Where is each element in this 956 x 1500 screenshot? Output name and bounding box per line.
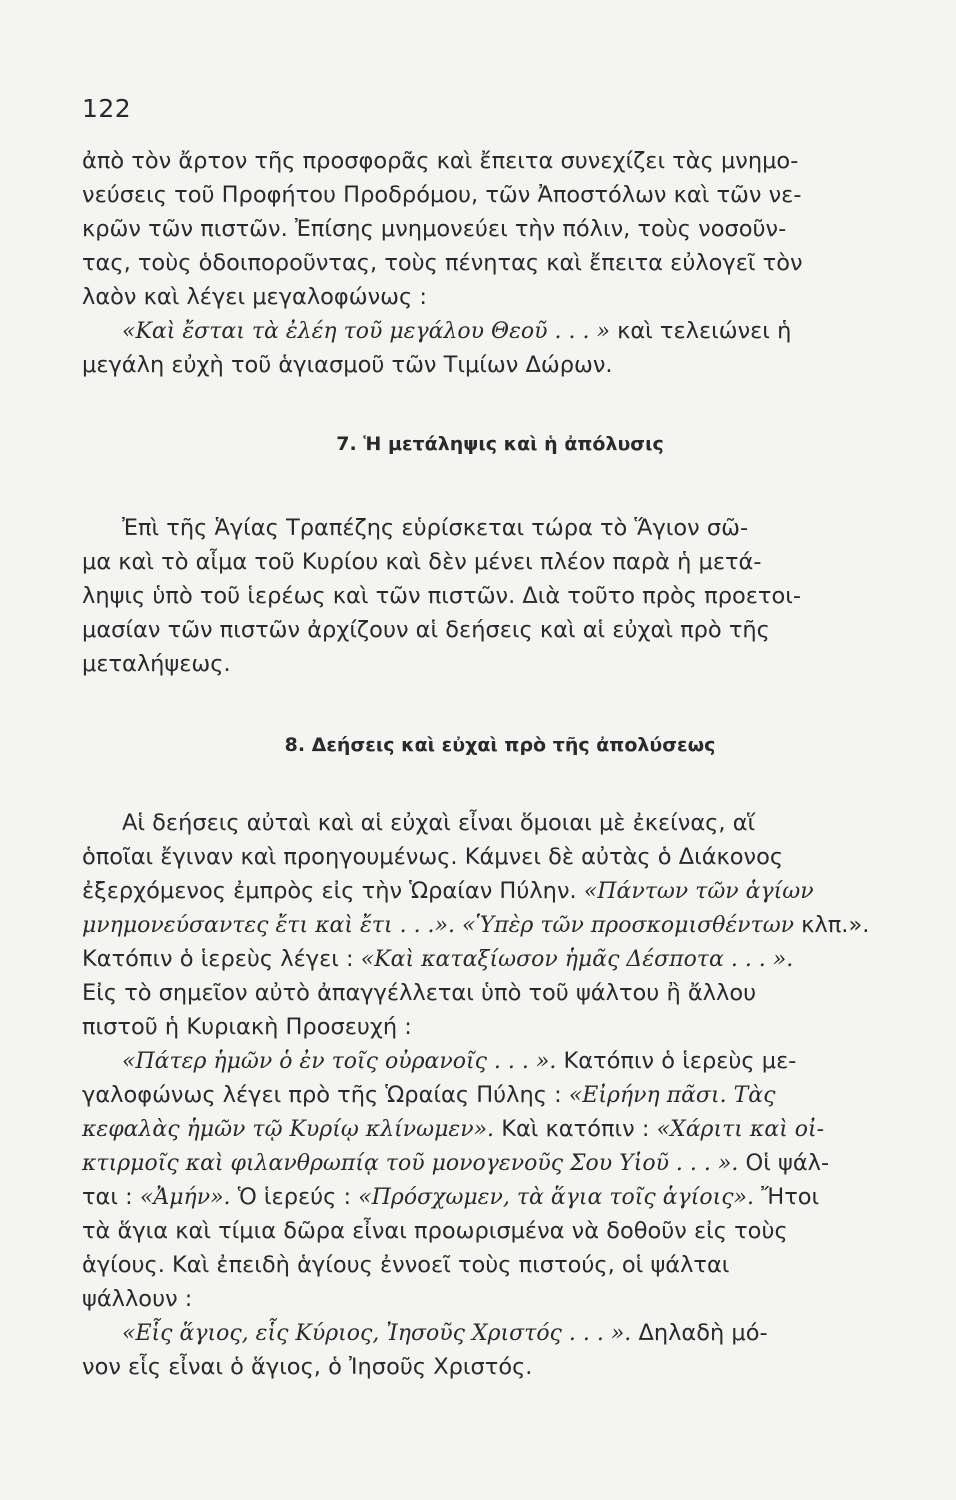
text-line: νεύσεις τοῦ Προφήτου Προδρόμου, τῶν Ἀποστόλων καὶ τῶν νε- <box>82 182 802 208</box>
text-line: Ἐπὶ τῆς Ἁγίας Τραπέζης εὑρίσκεται τώρα τὸ Ἅγιον σῶ- <box>122 515 749 541</box>
text-line <box>82 1182 896 1213</box>
quote-text: κεφαλὰς ἡμῶν τῷ Κυρίῳ κλίνωμεν». <box>82 1117 495 1142</box>
text-line: μεγάλη εὐχὴ τοῦ ἁγιασμοῦ τῶν Τιμίων Δώρων. <box>82 352 613 378</box>
text-line <box>122 1046 896 1077</box>
text-line: τας, τοὺς ὁδοιποροῦντας, τοὺς πένητας καὶ ἔπειτα εὐλογεῖ τὸν <box>82 250 803 276</box>
quote-text: κτιρμοῖς καὶ φιλανθρωπίᾳ τοῦ μονογενοῦς Σου Υἱοῦ . . . ». <box>82 1151 739 1176</box>
text-span: κλπ.». <box>794 912 870 938</box>
text-line: νον εἷς εἶναι ὁ ἅγιος, ὁ Ἰησοῦς Χριστός. <box>82 1354 533 1380</box>
page-number: 122 <box>82 94 132 123</box>
text-line: Αἱ δεήσεις αὐταὶ καὶ αἱ εὐχαὶ εἶναι ὅμοιαι μὲ ἐκείνας, αἵ <box>122 810 756 836</box>
text-line: μασίαν τῶν πιστῶν ἀρχίζουν αἱ δεήσεις καὶ αἱ εὐχαὶ πρὸ τῆς <box>82 617 770 643</box>
heading-text: 7. Ἡ μετάληψις καὶ ἡ ἀπόλυσις <box>336 433 664 455</box>
quote-text: «Καὶ ἔσται τὰ ἐλέη τοῦ μεγάλου Θεοῦ . . . » <box>122 319 610 344</box>
quote-text: μνημονεύσαντες ἔτι καὶ ἔτι . . .». «Ὑπὲρ τῶν προσκομισθέντων <box>82 913 795 938</box>
text-line: κρῶν τῶν πιστῶν. Ἐπίσης μνημονεύει τὴν πόλιν, τοὺς νοσοῦν- <box>82 216 787 242</box>
text-line: ἁγίους. Καὶ ἐπειδὴ ἁγίους ἐννοεῖ τοὺς πιστούς, οἱ ψάλται <box>82 1252 730 1278</box>
quote-text: «Χάριτι καὶ οἰ- <box>656 1117 825 1142</box>
text-line <box>82 1148 896 1179</box>
section-heading-8 <box>0 734 956 756</box>
text-line <box>122 1318 896 1349</box>
text-line: τὰ ἅγια καὶ τίμια δῶρα εἶναι προωρισμένα νὰ δοθοῦν εἰς τοὺς <box>82 1218 788 1244</box>
text-line: ληψις ὑπὸ τοῦ ἱερέως καὶ τῶν πιστῶν. Διὰ τοῦτο πρὸς προετοι- <box>82 583 801 609</box>
quote-text: «Πάντων τῶν ἁγίων <box>583 879 814 904</box>
text-line <box>122 316 896 347</box>
text-span: ἐξερχόμενος ἐμπρὸς εἰς τὴν Ὡραίαν Πύλην. <box>82 878 584 904</box>
quote-text: «Καὶ καταξίωσον ἡμᾶς Δέσποτα . . . ». <box>360 947 794 972</box>
text-line: ὁποῖαι ἔγιναν καὶ προηγουμένως. Κάμνει δὲ αὐτὰς ὁ Διάκονος <box>82 844 784 870</box>
quote-text: «Εἷς ἅγιος, εἷς Κύριος, Ἰησοῦς Χριστός . . . ». <box>122 1321 632 1346</box>
heading-text: 8. Δεήσεις καὶ εὐχαὶ πρὸ τῆς ἀπολύσεως <box>284 734 716 756</box>
text-line <box>82 1080 896 1111</box>
text-span: ται : <box>82 1184 140 1210</box>
text-line <box>82 910 896 941</box>
text-line: λαὸν καὶ λέγει μεγαλοφώνως : <box>82 284 427 310</box>
quote-text: «Πάτερ ἡμῶν ὁ ἐν τοῖς οὐρανοῖς . . . ». <box>122 1049 557 1074</box>
text-line: μεταλήψεως. <box>82 651 231 677</box>
text-span: Δηλαδὴ μό- <box>631 1320 768 1346</box>
text-span: Καὶ κατόπιν : <box>494 1116 657 1142</box>
quote-text: «Ἀμήν». <box>139 1185 231 1210</box>
text-span: Οἱ ψάλ- <box>738 1150 830 1176</box>
quote-text: «Πρόσχωμεν, τὰ ἅγια τοῖς ἁγίοις». <box>358 1185 754 1210</box>
text-line: ψάλλουν : <box>82 1286 193 1312</box>
section-heading-7 <box>0 433 956 455</box>
text-span: καὶ τελειώνει ἡ <box>609 318 792 344</box>
text-span: Ἤτοι <box>753 1184 820 1210</box>
text-span: Κατόπιν ὁ ἱερεὺς με- <box>556 1048 797 1074</box>
text-span: Κατόπιν ὁ ἱερεὺς λέγει : <box>82 946 361 972</box>
text-line: Εἰς τὸ σημεῖον αὐτὸ ἀπαγγέλλεται ὑπὸ τοῦ ψάλτου ἢ ἄλλου <box>82 980 757 1006</box>
text-line <box>82 1114 896 1145</box>
text-line <box>82 944 896 975</box>
quote-text: «Εἰρήνη πᾶσι. Τὰς <box>568 1083 776 1108</box>
text-line: ἀπὸ τὸν ἄρτον τῆς προσφορᾶς καὶ ἔπειτα συνεχίζει τὰς μνημο- <box>82 148 799 174</box>
text-span: Ὁ ἱερεύς : <box>230 1184 359 1210</box>
text-line <box>82 876 896 907</box>
text-line: πιστοῦ ἡ Κυριακὴ Προσευχή : <box>82 1014 412 1040</box>
text-line: μα καὶ τὸ αἷμα τοῦ Κυρίου καὶ δὲν μένει πλέον παρὰ ἡ μετά- <box>82 549 762 575</box>
text-span: γαλοφώνως λέγει πρὸ τῆς Ὡραίας Πύλης : <box>82 1082 569 1108</box>
